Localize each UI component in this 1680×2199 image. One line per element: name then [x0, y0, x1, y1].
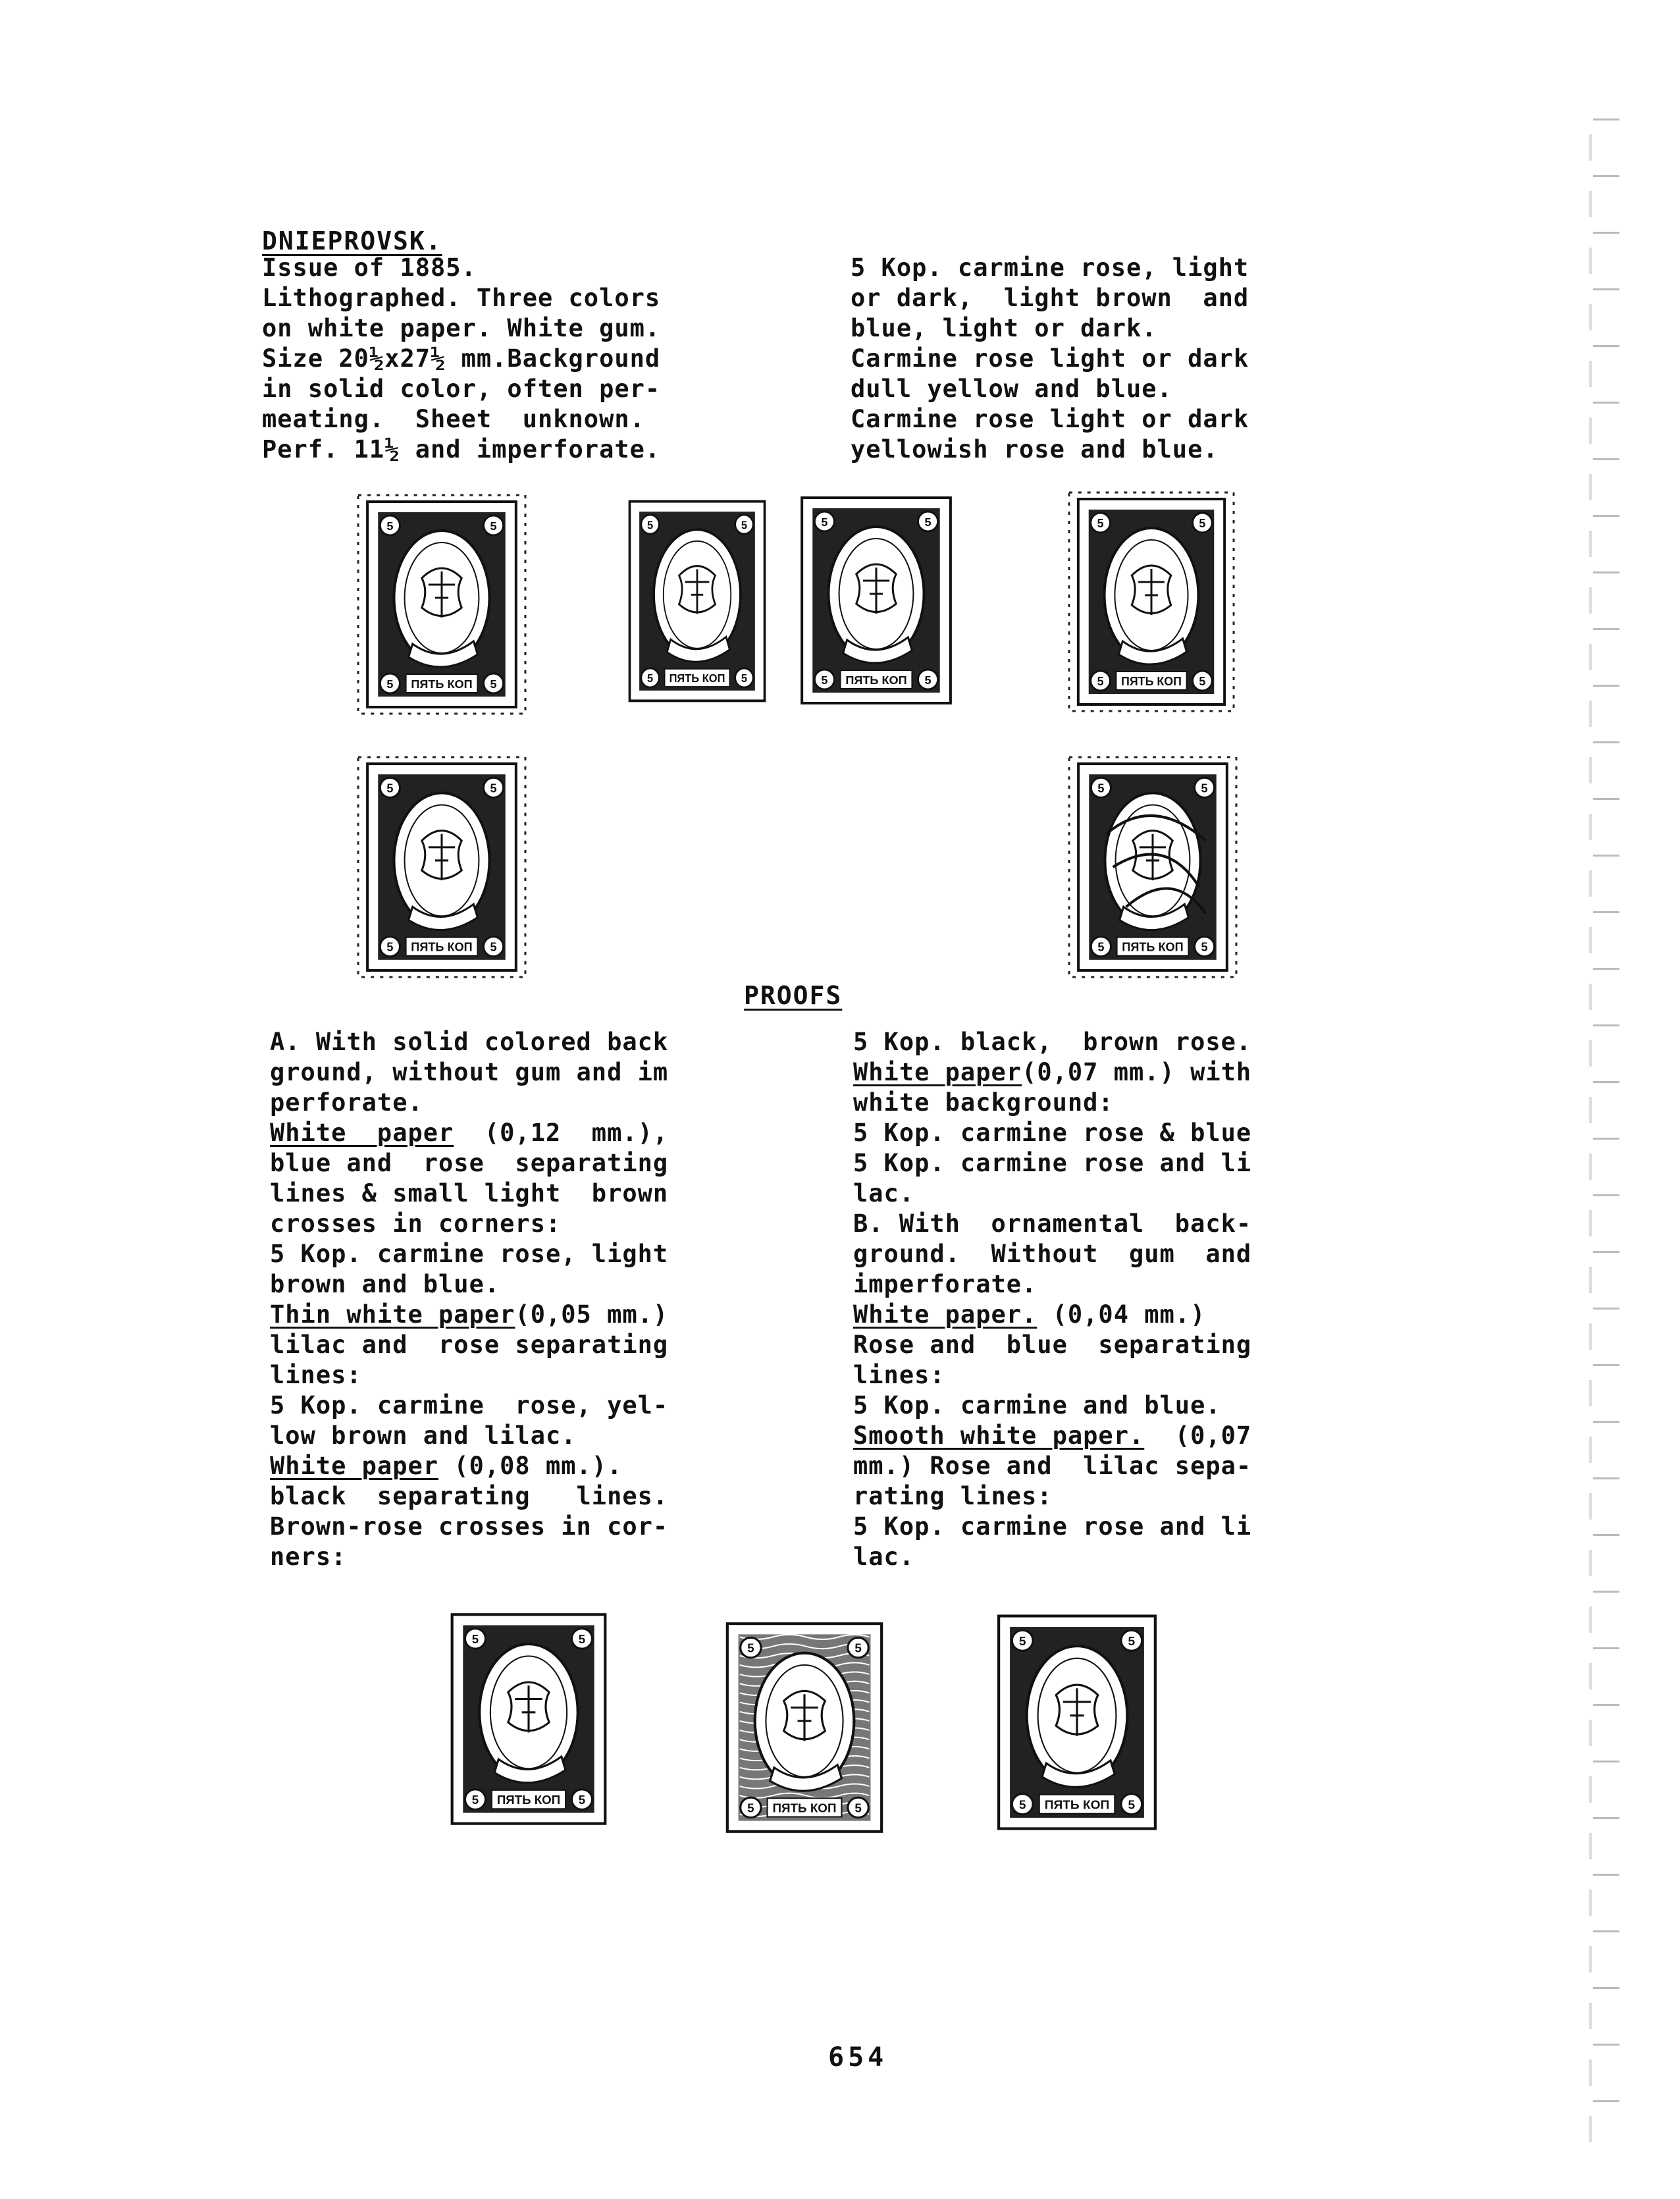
svg-text:5: 5: [386, 519, 394, 533]
text-line: on white paper. White gum.: [262, 314, 661, 342]
margin-tick: [1593, 288, 1619, 290]
text-line: Carmine rose light or dark: [851, 344, 1249, 373]
margin-hole: [1589, 1267, 1592, 1293]
margin-hole: [1589, 1040, 1592, 1067]
margin-hole: [1589, 1153, 1592, 1180]
stamp-graphic: [986, 1606, 1168, 1838]
text-line: [270, 1118, 668, 1148]
stamp-image-imperforate-1: [619, 492, 775, 710]
text-line: [270, 1360, 668, 1391]
text-line: [270, 1421, 668, 1451]
stamp-graphic: [355, 492, 528, 716]
line-text: (0,07: [1144, 1421, 1252, 1450]
line-text: Rose and blue separating: [853, 1331, 1252, 1359]
margin-hole: [1589, 191, 1592, 217]
line-text: blue and rose separating: [270, 1149, 669, 1177]
text-line: [853, 1118, 1251, 1148]
line-text: lac.: [853, 1179, 915, 1207]
margin-hole: [1589, 2003, 1592, 2029]
text-line: [853, 1421, 1251, 1451]
text-line: [853, 1209, 1251, 1239]
margin-hole: [1589, 587, 1592, 614]
svg-text:5: 5: [386, 677, 394, 691]
svg-text:5: 5: [854, 1801, 862, 1815]
margin-hole: [1589, 2059, 1592, 2086]
margin-hole: [1589, 870, 1592, 897]
line-text: brown and blue.: [270, 1270, 500, 1298]
svg-text:5: 5: [1201, 782, 1208, 795]
margin-hole: [1589, 531, 1592, 557]
text-line: dull yellow and blue.: [851, 375, 1172, 403]
svg-text:5: 5: [647, 518, 654, 532]
margin-tick: [1593, 1534, 1619, 1536]
line-text: 5 Kop. black, brown rose.: [853, 1028, 1252, 1056]
svg-text:5: 5: [821, 674, 828, 687]
svg-text:5: 5: [1097, 940, 1105, 954]
margin-tick: [1593, 685, 1619, 687]
svg-text:5: 5: [490, 677, 497, 691]
text-line: [853, 1269, 1251, 1300]
svg-text:ПЯТЬ КОП: ПЯТЬ КОП: [1121, 674, 1182, 689]
line-text: ground. Without gum and: [853, 1240, 1252, 1268]
text-line: Lithographed. Three colors: [262, 284, 661, 312]
stamp-graphic: [790, 489, 962, 712]
line-text: perforate.: [270, 1088, 423, 1117]
text-line: [270, 1088, 668, 1118]
text-line: [270, 1330, 668, 1360]
svg-text:5: 5: [1128, 1634, 1136, 1648]
line-text: (0,08 mm.).: [438, 1452, 623, 1480]
proof-stamp-white-background: [986, 1606, 1168, 1838]
margin-hole: [1589, 1890, 1592, 1916]
text-line: [270, 1179, 668, 1209]
text-line: [853, 1057, 1251, 1088]
margin-tick: [1593, 1421, 1619, 1423]
svg-text:5: 5: [490, 940, 497, 954]
svg-text:5: 5: [386, 782, 394, 795]
margin-tick: [1593, 1987, 1619, 1989]
line-text: (0,12 mm.),: [454, 1119, 669, 1147]
svg-text:5: 5: [741, 518, 747, 532]
stamp-image-cancelled: [1066, 755, 1239, 980]
line-text: B. With ornamental back-: [853, 1209, 1252, 1238]
stamp-image-imperforate-2: [790, 489, 962, 712]
svg-text:5: 5: [1128, 1797, 1136, 1812]
text-line: [853, 1391, 1251, 1421]
text-line: [853, 1088, 1251, 1118]
line-text: white background:: [853, 1088, 1114, 1117]
line-text: 5 Kop. carmine rose and li: [853, 1149, 1252, 1177]
margin-hole: [1589, 1720, 1592, 1746]
margin-hole: [1589, 1663, 1592, 1689]
margin-hole: [1589, 1323, 1592, 1350]
svg-text:ПЯТЬ КОП: ПЯТЬ КОП: [1044, 1797, 1110, 1812]
margin-hole: [1589, 1946, 1592, 1973]
line-text: (0,04 mm.): [1037, 1300, 1206, 1329]
stamp-graphic: [1066, 490, 1236, 714]
svg-text:ПЯТЬ КОП: ПЯТЬ КОП: [496, 1793, 561, 1807]
underlined-term: White paper: [270, 1452, 439, 1480]
svg-text:5: 5: [386, 940, 394, 954]
svg-text:5: 5: [1097, 782, 1105, 795]
margin-hole: [1589, 1210, 1592, 1236]
line-text: lines:: [853, 1361, 945, 1389]
margin-tick: [1593, 741, 1619, 743]
margin-hole: [1589, 757, 1592, 783]
margin-tick: [1593, 1704, 1619, 1706]
margin-hole: [1589, 304, 1592, 331]
line-text: low brown and lilac.: [270, 1421, 577, 1450]
text-line: [270, 1451, 668, 1481]
margin-hole: [1589, 1833, 1592, 1859]
line-text: 5 Kop. carmine rose, light: [270, 1240, 669, 1268]
stamp-graphic: [715, 1614, 894, 1841]
description-left-column: [262, 253, 660, 465]
svg-text:ПЯТЬ КОП: ПЯТЬ КОП: [1122, 940, 1184, 954]
section-heading: DNIEPROVSK.: [262, 226, 442, 255]
margin-tick: [1593, 911, 1619, 913]
svg-text:5: 5: [747, 1641, 754, 1655]
line-text: (0,05 mm.): [515, 1300, 669, 1329]
svg-text:5: 5: [1097, 674, 1104, 689]
text-line: [853, 1360, 1251, 1391]
text-line: Size 20½x27½ mm.Background: [262, 344, 661, 373]
svg-text:5: 5: [924, 516, 932, 529]
margin-hole: [1589, 1493, 1592, 1520]
text-line: [853, 1179, 1251, 1209]
margin-tick: [1593, 2100, 1619, 2102]
text-line: meating. Sheet unknown.: [262, 405, 645, 433]
margin-tick: [1593, 232, 1619, 234]
underlined-term: White paper: [270, 1119, 454, 1147]
margin-hole: [1589, 134, 1592, 161]
margin-tick: [1593, 1138, 1619, 1140]
margin-hole: [1589, 1437, 1592, 1463]
line-text: crosses in corners:: [270, 1209, 562, 1238]
stamp-graphic: [619, 492, 775, 710]
line-text: rating lines:: [853, 1482, 1053, 1510]
svg-text:5: 5: [1018, 1634, 1026, 1648]
text-line: [270, 1269, 668, 1300]
svg-text:5: 5: [578, 1793, 586, 1807]
text-line: [270, 1239, 668, 1269]
margin-hole: [1589, 1550, 1592, 1576]
svg-text:ПЯТЬ КОП: ПЯТЬ КОП: [845, 674, 907, 687]
line-text: mm.) Rose and lilac sepa-: [853, 1452, 1252, 1480]
text-line: [853, 1027, 1251, 1057]
stamp-image-perforated-1: [355, 492, 528, 716]
text-line: [270, 1300, 668, 1330]
svg-text:5: 5: [490, 519, 497, 533]
text-line: [853, 1512, 1251, 1542]
margin-tick: [1593, 628, 1619, 630]
proofs-right-column: [853, 1027, 1251, 1572]
margin-tick: [1593, 1308, 1619, 1310]
text-line: [270, 1542, 668, 1572]
margin-hole: [1589, 417, 1592, 444]
svg-text:5: 5: [1199, 674, 1206, 689]
text-line: [853, 1148, 1251, 1179]
text-line: [853, 1481, 1251, 1512]
svg-text:5: 5: [924, 674, 932, 687]
margin-hole: [1589, 927, 1592, 953]
margin-tick: [1593, 968, 1619, 970]
margin-tick: [1593, 458, 1619, 460]
text-line: in solid color, often per-: [262, 375, 661, 403]
line-text: (0,07 mm.) with: [1022, 1058, 1252, 1086]
svg-text:5: 5: [471, 1793, 479, 1807]
stamp-image-perforated-2: [1066, 490, 1236, 714]
text-line: [270, 1512, 668, 1542]
margin-tick: [1593, 1761, 1619, 1762]
margin-hole: [1589, 361, 1592, 387]
proofs-left-column: [270, 1027, 668, 1572]
svg-text:5: 5: [1199, 516, 1206, 531]
line-text: 5 Kop. carmine rose, yel-: [270, 1391, 669, 1419]
text-line: [270, 1027, 668, 1057]
margin-tick: [1593, 1874, 1619, 1876]
margin-tick: [1593, 515, 1619, 517]
margin-tick: [1593, 402, 1619, 404]
text-line: Issue of 1885.: [262, 253, 477, 282]
svg-text:5: 5: [1097, 516, 1104, 531]
margin-tick: [1593, 1364, 1619, 1366]
margin-hole: [1589, 984, 1592, 1010]
stamp-graphic: [440, 1605, 617, 1833]
text-line: [270, 1057, 668, 1088]
line-text: imperforate.: [853, 1270, 1037, 1298]
margin-tick: [1593, 345, 1619, 347]
page-number: 654: [828, 2042, 888, 2073]
line-text: ners:: [270, 1543, 347, 1571]
margin-tick: [1593, 1591, 1619, 1593]
line-text: 5 Kop. carmine rose and li: [853, 1512, 1252, 1541]
underlined-term: Smooth white paper.: [853, 1421, 1145, 1450]
svg-text:5: 5: [490, 782, 497, 795]
line-text: lac.: [853, 1543, 915, 1571]
margin-tick: [1593, 1194, 1619, 1196]
proofs-heading: PROOFS: [744, 981, 843, 1010]
margin-tick: [1593, 571, 1619, 573]
margin-tick: [1593, 1817, 1619, 1819]
line-text: 5 Kop. carmine and blue.: [853, 1391, 1221, 1419]
margin-tick: [1593, 1647, 1619, 1649]
margin-hole: [1589, 1606, 1592, 1633]
svg-text:5: 5: [647, 672, 654, 685]
margin-hole: [1589, 1776, 1592, 1803]
proof-stamp-solid-background: [440, 1605, 617, 1833]
margin-tick: [1593, 1930, 1619, 1932]
underlined-term: Thin white paper: [270, 1300, 515, 1329]
svg-text:5: 5: [1018, 1797, 1026, 1812]
margin-tick: [1593, 1477, 1619, 1479]
text-line: Carmine rose light or dark: [851, 405, 1249, 433]
line-text: black separating lines.: [270, 1482, 669, 1510]
svg-text:ПЯТЬ КОП: ПЯТЬ КОП: [772, 1801, 837, 1815]
svg-text:ПЯТЬ КОП: ПЯТЬ КОП: [669, 672, 725, 685]
text-line: yellowish rose and blue.: [851, 435, 1219, 464]
line-text: lines:: [270, 1361, 362, 1389]
stamp-image-perforated-3: [355, 755, 528, 980]
svg-text:5: 5: [1201, 940, 1208, 954]
text-line: [853, 1451, 1251, 1481]
margin-hole: [1589, 814, 1592, 840]
margin-hole: [1589, 2116, 1592, 2142]
svg-text:5: 5: [471, 1632, 479, 1646]
line-text: ground, without gum and im: [270, 1058, 669, 1086]
underlined-term: White paper.: [853, 1300, 1037, 1329]
underlined-term: White paper: [853, 1058, 1022, 1086]
margin-tick: [1593, 175, 1619, 177]
line-text: lines & small light brown: [270, 1179, 669, 1207]
svg-text:ПЯТЬ КОП: ПЯТЬ КОП: [411, 940, 473, 954]
margin-hole: [1589, 701, 1592, 727]
margin-hole: [1589, 1097, 1592, 1123]
text-line: or dark, light brown and: [851, 284, 1249, 312]
svg-text:ПЯТЬ КОП: ПЯТЬ КОП: [411, 677, 473, 691]
margin-tick: [1593, 855, 1619, 857]
margin-hole: [1589, 644, 1592, 670]
text-line: [270, 1209, 668, 1239]
margin-tick: [1593, 1024, 1619, 1026]
margin-tick: [1593, 2044, 1619, 2046]
svg-text:5: 5: [747, 1801, 754, 1815]
description-right-column: [851, 253, 1249, 465]
svg-text:5: 5: [854, 1641, 862, 1655]
margin-hole: [1589, 474, 1592, 500]
margin-hole: [1589, 1380, 1592, 1406]
text-line: [853, 1239, 1251, 1269]
svg-text:5: 5: [578, 1632, 586, 1646]
text-line: [270, 1391, 668, 1421]
text-line: [270, 1148, 668, 1179]
text-line: [853, 1542, 1251, 1572]
svg-text:5: 5: [821, 516, 828, 529]
margin-tick: [1593, 119, 1619, 120]
stamp-graphic: [1066, 755, 1239, 980]
stamp-graphic: [355, 755, 528, 980]
text-line: [853, 1300, 1251, 1330]
text-line: [853, 1330, 1251, 1360]
line-text: 5 Kop. carmine rose & blue: [853, 1119, 1252, 1147]
margin-hole: [1589, 248, 1592, 274]
margin-tick: [1593, 798, 1619, 800]
line-text: Brown-rose crosses in cor-: [270, 1512, 669, 1541]
text-line: Perf. 11½ and imperforate.: [262, 435, 661, 464]
text-line: [270, 1481, 668, 1512]
svg-text:5: 5: [741, 672, 747, 685]
proof-stamp-ornamental-background: [715, 1614, 894, 1841]
line-text: A. With solid colored back: [270, 1028, 669, 1056]
margin-tick: [1593, 1081, 1619, 1083]
text-line: 5 Kop. carmine rose, light: [851, 253, 1249, 282]
margin-tick: [1593, 1251, 1619, 1253]
text-line: blue, light or dark.: [851, 314, 1157, 342]
line-text: lilac and rose separating: [270, 1331, 669, 1359]
